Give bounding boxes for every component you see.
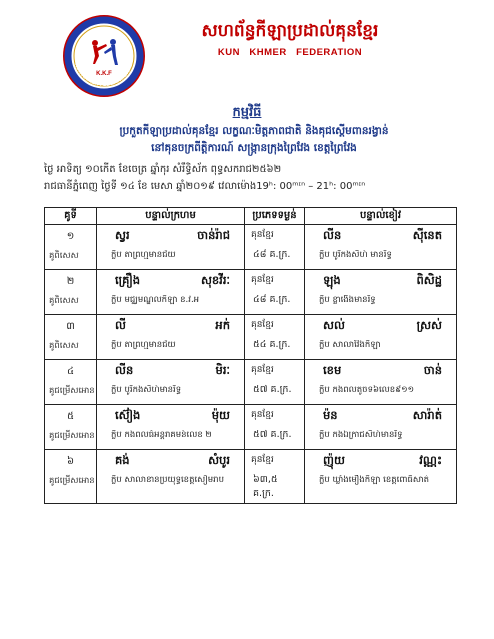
org-name-khmer: សហព័ន្ធកីឡាប្រដាល់គុនខ្មែរ (201, 21, 379, 41)
org-name-english: KUN KHMER FEDERATION (217, 47, 363, 58)
bout-cell (45, 405, 97, 450)
blue-fighter-name (309, 272, 452, 290)
table-row (45, 360, 457, 405)
header-red-corner: បន្ទាល់ក្រហម (97, 208, 245, 225)
fight-card-table (44, 207, 457, 504)
bout-number: ៦ (66, 456, 75, 467)
blue-last-name: វណ្ណះ (419, 453, 442, 467)
red-corner-cell (97, 225, 245, 270)
table-header-row (45, 208, 457, 225)
blue-last-name: សារ៉ាត់ (412, 408, 442, 422)
red-corner-cell (97, 450, 245, 504)
blue-corner-cell (305, 315, 457, 360)
weight-cell (245, 225, 305, 270)
red-first-name: លីន (115, 363, 134, 377)
blue-first-name: លីន (323, 228, 342, 242)
bout-number: ២ (66, 276, 75, 287)
red-first-name: ស៊ៀង (115, 408, 141, 422)
blue-corner-cell (305, 225, 457, 270)
red-fighter-name (101, 272, 240, 290)
blue-fighter-name (309, 407, 452, 425)
red-corner-cell (97, 405, 245, 450)
blue-first-name: ញ៉ុយ (323, 453, 345, 467)
blue-fighter-name (309, 227, 452, 245)
red-corner-cell (97, 360, 245, 405)
table-row (45, 405, 457, 450)
event-description (44, 123, 464, 157)
red-club: ក្លិប តាព្រហ្មមានជ័យ (111, 340, 176, 350)
bout-cell (45, 450, 97, 504)
weight-discipline: គុនខ្មែរ (251, 365, 274, 375)
red-first-name: ស្វរ (115, 228, 130, 242)
weight-class: ៥៤ គ.ក្រ. (253, 339, 291, 350)
blue-last-name: ស្រស់ (416, 318, 442, 332)
blue-last-name: ស៊ីនេត (412, 228, 442, 242)
blue-fighter-name (309, 317, 452, 335)
bout-cell (45, 315, 97, 360)
event-date: ថ្ងៃ អាទិត្យ ១០កើត ខែចេត្រ ឆ្នាំកុរ សំរឹទ្ធិស័ក ពុទ្ធសករាជ២៥៦២ (44, 164, 282, 175)
weight-discipline: គុនខ្មែរ (251, 230, 274, 240)
red-last-name: ម៉ុយ (211, 408, 230, 422)
red-fighter-name (101, 317, 240, 335)
red-last-name: មិរៈ (215, 363, 230, 377)
bout-category: គូជម្រើសអោន (49, 431, 95, 441)
bout-category: គូពិសេស (49, 296, 79, 306)
bout-number: ៤ (66, 366, 75, 377)
weight-class: ៥៧ គ.ក្រ. (253, 384, 292, 395)
red-first-name: គង់ (115, 453, 130, 467)
red-fighter-name (101, 452, 240, 470)
red-first-name: លី (115, 318, 126, 332)
header-weight: ប្រភេទទម្ងន់ (245, 208, 305, 225)
logo-ring-text: KUN KHMER FEDERATION (72, 62, 132, 89)
header-blue-corner: បន្ទាល់ខៀវ (305, 208, 457, 225)
event-meta (44, 161, 464, 195)
blue-corner-cell (305, 450, 457, 504)
table-row (45, 315, 457, 360)
red-club: ក្លិប បូរីកងសីហ៍មានរិទ្ធ (111, 385, 182, 395)
page-title: កម្មវិធី (232, 105, 262, 120)
blue-fighter-name (309, 452, 452, 470)
weight-class: ៤៨ គ.ក្រ. (253, 294, 291, 305)
red-corner-cell (97, 315, 245, 360)
bout-number: ១ (66, 231, 75, 242)
bout-category: គូជម្រើសអោន (49, 476, 95, 486)
blue-club: ក្លិប កងឯក្រាជសីហ៍មានរិទ្ធ (319, 430, 403, 440)
weight-cell (245, 450, 305, 504)
blue-corner-cell (305, 270, 457, 315)
blue-corner-cell (305, 360, 457, 405)
red-last-name: អក់ (215, 318, 230, 332)
blue-first-name: ខេម (323, 363, 342, 377)
blue-club: ក្លិប បូរីកងសីហ៍ មានរិទ្ធ (319, 250, 392, 260)
weight-discipline: គុនខ្មែរ (251, 275, 274, 285)
red-last-name: សំបូរ (208, 453, 230, 467)
weight-discipline: គុនខ្មែរ (251, 410, 274, 420)
blue-club: ក្លិប សាលាវ៉ែងកីឡា (319, 340, 381, 350)
weight-cell (245, 270, 305, 315)
blue-last-name: ចាន់ (423, 363, 442, 377)
bout-category: គូពិសេស (49, 341, 79, 351)
description-line-1: ប្រកួតកីឡាប្រដាល់គុនខ្មែរ លក្ខណៈមិត្តភាពជាតិ និងគុជស្ដើមពានរង្វាន់ (119, 125, 389, 137)
weight-class: ៥៧ គ.ក្រ. (253, 429, 292, 440)
weight-cell (245, 360, 305, 405)
bout-cell (45, 270, 97, 315)
bout-cell (45, 360, 97, 405)
red-fighter-name (101, 362, 240, 380)
bout-cell (45, 225, 97, 270)
blue-last-name: ពិសិដ្ឋ (416, 273, 442, 287)
red-last-name: ចាន់រ៉ាជ (197, 228, 230, 242)
blue-first-name: ម៉ន (323, 408, 338, 422)
blue-club: ក្លិប កងពលតូចទ៦លេខ៩១១ (319, 385, 415, 395)
weight-class: ៦៣,៥ គ.ក្រ. (253, 474, 278, 499)
bout-number: ៣ (66, 321, 75, 332)
federation-logo (62, 14, 146, 98)
table-row (45, 450, 457, 504)
red-first-name: គ្រឿង (115, 273, 141, 287)
weight-discipline: គុនខ្មែរ (251, 455, 274, 465)
blue-first-name: សល់ (323, 318, 345, 332)
blue-fighter-name (309, 362, 452, 380)
red-club: ក្លិប មជ្ឈមណ្ឌលកីឡា ខ.វ.អ (111, 295, 200, 305)
red-corner-cell (97, 270, 245, 315)
bout-category: គូជម្រើសអោន (49, 386, 95, 396)
blue-first-name: ឡុង (323, 273, 341, 287)
blue-club: ក្លិប ឃ្លាំងមឿងកីឡា ខេត្តពោធិ៍សាត់ (319, 475, 430, 485)
red-fighter-name (101, 227, 240, 245)
blue-club: ក្លិប ខ្លាងើងមានរិទ្ធ (319, 295, 376, 305)
table-row (45, 270, 457, 315)
bout-number: ៥ (66, 411, 75, 422)
red-club: ក្លិប សាលាខានប្រយុទ្ធខេត្តសៀមរាប (111, 475, 224, 485)
weight-cell (245, 405, 305, 450)
logo-center-text: K.K.F (96, 71, 112, 77)
header-bout: គូទី (45, 208, 97, 225)
event-venue-time: រាជធានីភ្នំពេញ ថ្ងៃទី ១៤ ខែ មេសា ឆ្នាំ២០១៩ វេលាម៉ោង19ʰ: 00ᵐᶦⁿ – 21ʰ: 00ᵐᶦⁿ (44, 181, 366, 192)
red-club: ក្លិប កងពលធំអន្តរាគមន៍លេខ ២ (111, 430, 212, 440)
red-last-name: សុខវីរៈ (200, 273, 230, 287)
blue-corner-cell (305, 405, 457, 450)
description-line-2: នៅគុនចក្រពីត្តិការណ៍ សង្ក្រានក្រុងព្រៃវែង ខេត្តព្រៃវែង (151, 142, 357, 154)
red-fighter-name (101, 407, 240, 425)
red-club: ក្លិប តាព្រហ្មមានជ័យ (111, 250, 176, 260)
bout-category: គូពិសេស (49, 251, 79, 261)
weight-cell (245, 315, 305, 360)
weight-class: ៤៨ គ.ក្រ. (253, 249, 291, 260)
weight-discipline: គុនខ្មែរ (251, 320, 274, 330)
table-row (45, 225, 457, 270)
